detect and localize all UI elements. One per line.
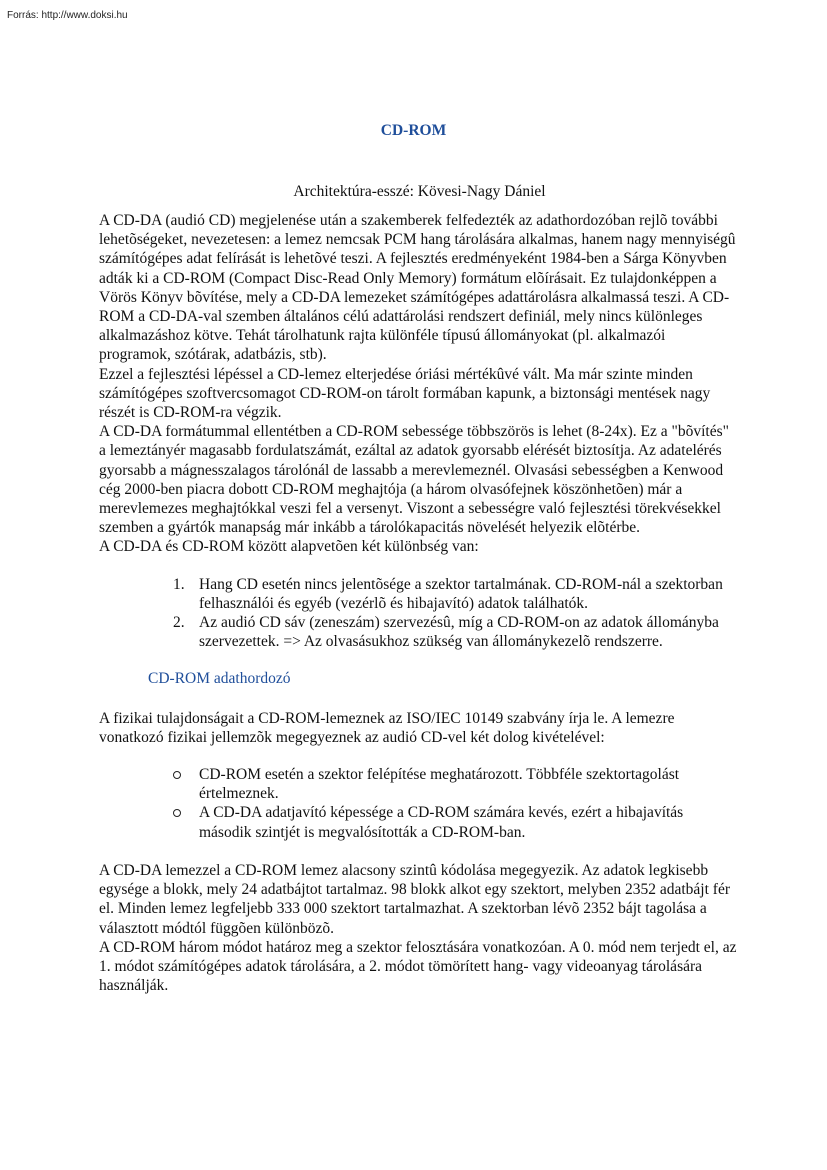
source-line: Forrás: http://www.doksi.hu [7,10,128,21]
list-item [173,613,739,651]
document-body [99,211,739,995]
list-item [173,575,739,613]
paragraph: Ezzel a fejlesztési lépéssel a CD-lemez elterjedése óriási mértékûvé vált. Ma már szinte minden számítógépes szoftvercsomagot CD-ROM-on tárolt formában kapunk, a biztonsági mentések nagy részét is CD-ROM-ra végzik. [99,365,711,422]
list-number: 1. [173,575,185,593]
list-item-text: CD-ROM esetén a szektor felépítése meghatározott. Többféle szektortagolást értelmeznek. [199,766,680,803]
differences-list [99,575,739,652]
paragraph: A CD-DA és CD-ROM között alapvetõen két különbség van: [99,538,479,556]
list-item-text: Hang CD esetén nincs jelentõsége a szektor tartalmának. CD-ROM-nál a szektorban felhasználói és egyéb (vezérlõ és hibajavító) adatok találhatók. [199,575,723,612]
paragraph: A CD-ROM három módot határoz meg a szektor felosztására vonatkozóan. A 0. mód nem terjedt el, az 1. módot számítógépes adatok tárolására, a 2. módot tömörített hang- vagy videoanyag tárolására használják. [99,938,737,995]
paragraph: A CD-DA lemezzel a CD-ROM lemez alacsony szintû kódolása megegyezik. Az adatok legkisebb egysége a blokk, mely 24 adatbájtot tartalmaz. 98 blokk alkot egy szektort, melyben 2352 adatbájt fér el. Minden lemez legfeljebb 333 000 szektort tartalmazhat. A szektorban lévõ 2352 bájt tagolása a választott módtól függõen különbözõ. [99,861,730,937]
paragraph: A CD-DA (audió CD) megjelenése után a szakemberek felfedezték az adathordozóban rejlõ további lehetõségeket, nevezetesen: a lemez nemcsak PCM hang tárolására alkalmas, hanem nagy mennyiségû számítógépes adat felírását is lehetõvé teszi. A fejlesztés eredményeként 1984-ben a Sárga Könyvben adták ki a CD-ROM (Compact Disc-Read Only Memory) formátum elõírásait. Ez tulajdonképpen a Vörös Könyv bõvítése, mely a CD-DA lemezeket számítógépes adattárolásra alkalmassá teszi. A CD-ROM a CD-DA-val szemben általános célú adattárolási rendszert definiál, mely nincs különleges alkalmazáshoz kötve. Tehát tárolhatunk rajta különféle típusú állományokat (pl. alkalmazói programok, szótárak, adatbázis, stb). [99,212,736,364]
list-item [199,803,739,841]
section-heading: CD-ROM adathordozó [148,670,291,688]
circle-bullet-icon [173,809,181,817]
list-item-text: Az audió CD sáv (zeneszám) szervezésû, míg a CD-ROM-on az adatok állományba szervezettek. => Az olvasásukhoz szükség van állománykezelõ rendszerre. [199,614,719,651]
exceptions-list [99,765,739,842]
document-title: CD-ROM [380,122,447,139]
paragraph: A CD-DA formátummal ellentétben a CD-ROM sebessége többszörös is lehet (8-24x). Ez a "bõvítés" a lemeztányér magasabb fordulatszámát, ezáltal az adatok gyorsabb elérését biztosítja. Az adatelérés gyorsabb a mágnesszalagos tárolónál de lassabb a merevlemeznél. Olvasási sebességben a Kenwood cég 2000-ben piacra dobott CD-ROM meghajtója (a három olvasófejnek köszönhetõen) már a merevlemezes meghajtókkal veszi fel a versenyt. Viszont a sebességre való fejlesztési törekvésekkel szemben a gyártók manapság már inkább a tárolókapacitás növelését helyezik elõtérbe. [99,423,729,537]
paragraph: A fizikai tulajdonságait a CD-ROM-lemeznek az ISO/IEC 10149 szabvány írja le. A lemezre vonatkozó fizikai jellemzõk megegyeznek az audió CD-vel két dolog kivételével: [99,709,675,746]
list-item [199,765,739,803]
circle-bullet-icon [173,771,181,779]
list-item-text: A CD-DA adatjavító képessége a CD-ROM számára kevés, ezért a hibajavítás második szintjét is megvalósították a CD-ROM-ban. [199,804,684,841]
list-number: 2. [173,614,185,632]
document-subtitle: Architektúra-esszé: Kövesi-Nagy Dániel [293,183,546,200]
